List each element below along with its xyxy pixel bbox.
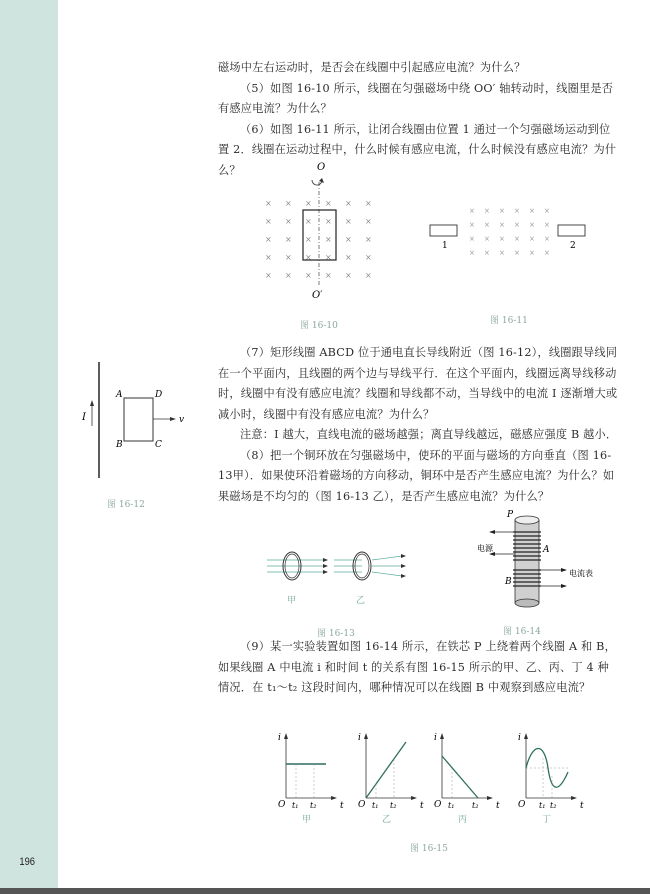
svg-text:×: ×	[325, 253, 332, 262]
power-source-label: 电源	[477, 544, 493, 553]
svg-text:×: ×	[484, 249, 490, 257]
svg-text:×: ×	[345, 271, 352, 280]
coil-abcd	[124, 398, 153, 441]
svg-text:×: ×	[345, 235, 352, 244]
svg-text:×: ×	[285, 271, 292, 280]
figure-16-15-graph-ding	[518, 730, 590, 825]
svg-text:×: ×	[265, 271, 272, 280]
graph-label-bing: 丙	[458, 815, 468, 825]
svg-text:t₁: t₁	[372, 801, 379, 810]
svg-text:×: ×	[529, 249, 535, 257]
svg-text:×: ×	[499, 207, 505, 215]
graph-label-jia: 甲	[302, 815, 312, 825]
svg-text:×: ×	[325, 217, 332, 226]
caption-16-13: 图 16-13	[317, 629, 355, 639]
text-section-middle	[218, 343, 618, 507]
caption-16-12: 图 16-12	[107, 500, 145, 510]
figure-16-12	[80, 360, 190, 480]
svg-text:t₁: t₁	[539, 801, 546, 810]
svg-text:×: ×	[469, 221, 475, 229]
svg-text:×: ×	[529, 221, 535, 229]
svg-text:O: O	[358, 800, 366, 810]
svg-text:×: ×	[265, 217, 272, 226]
figure-16-10	[255, 160, 385, 335]
paragraph-8: （8）把一个铜环放在匀强磁场中，使环的平面与磁场的方向垂直（图 16-13甲）．如果使环沿着磁场的方向移动，铜环中是否产生感应电流？为什么？如果磁场是不均匀的（图 16-13 乙），是否产生感应电流？为什么？	[218, 448, 615, 503]
svg-text:×: ×	[285, 253, 292, 262]
svg-text:×: ×	[544, 235, 550, 243]
curve-decreasing	[442, 756, 478, 798]
axis-label-o: O	[317, 162, 326, 173]
paragraph-9: （9）某一实验装置如图 16-14 所示，在铁芯 P 上绕着两个线圈 A 和 B，如果线圈 A 中电流 i 和时间 t 的关系有图 16-15 所示的甲、乙、丙、丁 4 种情况．在 t₁～t₂ 这段时间内，哪种情况可以在线圈 B 中观察到感应电流？	[218, 640, 616, 694]
svg-text:×: ×	[484, 207, 490, 215]
svg-text:×: ×	[305, 217, 312, 226]
svg-text:×: ×	[305, 199, 312, 208]
svg-text:t₂: t₂	[472, 801, 479, 810]
vertex-d: D	[155, 390, 163, 400]
svg-text:i: i	[518, 733, 521, 743]
svg-text:×: ×	[265, 199, 272, 208]
paragraph-7: （7）矩形线圈 ABCD 位于通电直长导线附近（图 16-12），线圈跟导线同在一个平面内，且线圈的两个边与导线平行．在这个平面内，线圈远离导线移动时，线圈中有没有感应电流？线圈和导线都不动，当导线中的电流 I 逐渐增大或减小时，线圈中有没有感应电流？为什么？	[218, 346, 618, 421]
svg-text:×: ×	[365, 217, 372, 226]
axis-label-o-prime: O′	[312, 290, 323, 301]
core-label-p: P	[507, 510, 514, 520]
vertex-b: B	[116, 440, 123, 450]
svg-text:×: ×	[305, 271, 312, 280]
svg-text:O: O	[278, 800, 286, 810]
coil-b-label: B	[505, 577, 512, 587]
current-label: I	[82, 412, 86, 423]
svg-text:×: ×	[345, 217, 352, 226]
page-number: 196	[19, 856, 35, 868]
svg-text:i: i	[358, 733, 361, 743]
svg-text:t: t	[580, 801, 584, 811]
coil-a-label: A	[543, 545, 550, 555]
svg-text:t₂: t₂	[550, 801, 557, 810]
svg-text:×: ×	[484, 235, 490, 243]
svg-text:t₂: t₂	[310, 801, 317, 810]
svg-text:×: ×	[514, 249, 520, 257]
svg-text:×: ×	[285, 217, 292, 226]
figure-16-13	[262, 545, 422, 605]
svg-text:×: ×	[365, 253, 372, 262]
svg-text:×: ×	[514, 235, 520, 243]
label-jia: 甲	[287, 596, 297, 606]
svg-text:×: ×	[499, 249, 505, 257]
figure-16-15-graph-jia	[278, 730, 350, 825]
svg-text:×: ×	[469, 207, 475, 215]
vertex-c: C	[155, 440, 162, 450]
svg-text:t: t	[496, 801, 500, 811]
svg-text:×: ×	[544, 221, 550, 229]
svg-text:×: ×	[469, 235, 475, 243]
caption-16-14: 图 16-14	[503, 627, 541, 637]
paragraph-4-tail: 磁场中左右运动时，是否会在线圈中引起感应电流？为什么？	[218, 61, 526, 74]
page-margin-sidebar	[0, 0, 58, 888]
svg-text:×: ×	[305, 253, 312, 262]
svg-text:×: ×	[365, 235, 372, 244]
svg-text:×: ×	[514, 221, 520, 229]
vertex-a: A	[116, 390, 123, 400]
svg-text:×: ×	[345, 253, 352, 262]
svg-text:×: ×	[365, 271, 372, 280]
svg-text:×: ×	[499, 221, 505, 229]
svg-text:×: ×	[265, 253, 272, 262]
coil-position-1	[430, 225, 457, 236]
svg-text:×: ×	[529, 235, 535, 243]
velocity-label: v	[179, 415, 185, 425]
caption-16-15: 图 16-15	[410, 844, 448, 854]
position-2-label: 2	[570, 241, 576, 251]
ammeter-label: 电流表	[569, 569, 593, 578]
note-paragraph: 注意：I 越大，直线电流的磁场越强；离直导线越远，磁感应强度 B 越小．	[240, 428, 618, 441]
svg-text:×: ×	[529, 207, 535, 215]
svg-text:×: ×	[544, 249, 550, 257]
svg-text:O: O	[434, 800, 442, 810]
svg-text:×: ×	[365, 199, 372, 208]
coil-position-2	[558, 225, 585, 236]
svg-text:×: ×	[325, 199, 332, 208]
text-section-bottom	[218, 637, 618, 699]
svg-text:×: ×	[544, 207, 550, 215]
figure-16-15-graph-yi	[358, 730, 430, 825]
svg-text:t₁: t₁	[292, 801, 299, 810]
svg-text:O: O	[518, 800, 526, 810]
caption-16-11: 图 16-11	[490, 316, 528, 326]
bottom-border	[0, 888, 650, 894]
paragraph-5: （5）如图 16-10 所示，线圈在匀强磁场中绕 OO′ 轴转动时，线圈里是否有感应电流？为什么？	[218, 81, 614, 115]
graph-label-ding: 丁	[542, 815, 552, 825]
figure-16-15-graph-bing	[434, 730, 506, 825]
svg-text:t: t	[420, 801, 424, 811]
figure-16-14	[465, 508, 615, 613]
svg-text:×: ×	[499, 235, 505, 243]
svg-text:t: t	[340, 801, 344, 811]
svg-text:×: ×	[514, 207, 520, 215]
svg-text:i: i	[434, 733, 437, 743]
position-1-label: 1	[442, 241, 448, 251]
svg-text:×: ×	[484, 221, 490, 229]
caption-16-10: 图 16-10	[300, 321, 338, 331]
curve-increasing	[366, 742, 406, 798]
svg-text:×: ×	[325, 271, 332, 280]
svg-text:×: ×	[265, 235, 272, 244]
svg-text:×: ×	[325, 235, 332, 244]
svg-text:×: ×	[285, 199, 292, 208]
label-yi: 乙	[356, 596, 366, 606]
svg-text:×: ×	[469, 249, 475, 257]
svg-text:×: ×	[345, 199, 352, 208]
graph-label-yi: 乙	[382, 815, 392, 825]
svg-text:t₂: t₂	[390, 801, 397, 810]
paragraph-6: （6）如图 16-11 所示，让闭合线圈由位置 1 通过一个匀强磁场运动到位置 2．线圈在运动过程中，什么时候有感应电流，什么时候没有感应电流？为什么？	[218, 122, 617, 177]
svg-text:×: ×	[305, 235, 312, 244]
figure-16-11	[425, 195, 605, 275]
svg-text:t₁: t₁	[448, 801, 455, 810]
svg-text:×: ×	[285, 235, 292, 244]
svg-text:i: i	[278, 733, 281, 743]
